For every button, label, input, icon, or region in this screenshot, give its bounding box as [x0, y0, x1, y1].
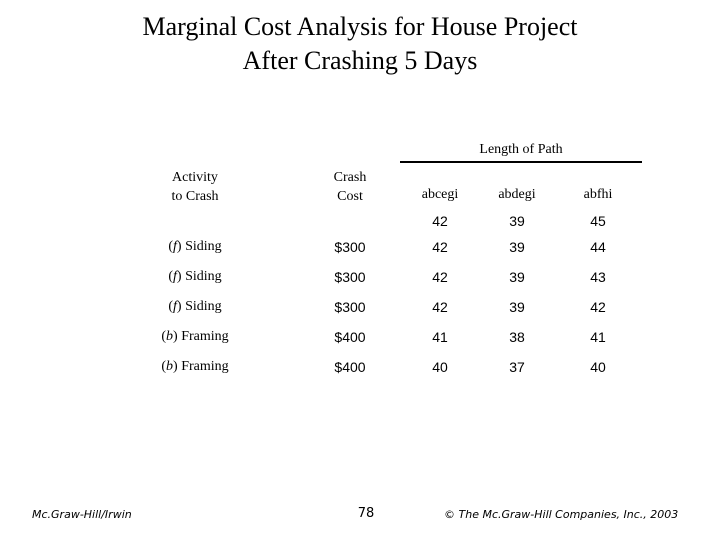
activity-name: Framing — [181, 329, 229, 344]
activity-code: f — [173, 269, 177, 284]
path-length-cell-abdegi: 39 — [509, 269, 525, 285]
table-row — [0, 298, 720, 316]
activity-cell: (f) Siding — [168, 269, 222, 284]
activity-column-header — [140, 168, 250, 206]
path-length-cell-abdegi: 39 — [509, 239, 525, 255]
baseline-cell-abcegi: 42 — [432, 213, 448, 229]
path-header-abdegi: abdegi — [498, 187, 536, 202]
copyright-footer: © The Mc.Graw-Hill Companies, Inc., 2003 — [444, 508, 679, 521]
activity-header-line-1: Activity — [172, 170, 218, 185]
length-of-path-rule — [400, 161, 642, 163]
crash-cost-cell: $300 — [334, 269, 366, 285]
crash-cost-cell: $400 — [334, 359, 366, 375]
activity-name: Siding — [185, 269, 222, 284]
path-length-cell-abfhi: 44 — [590, 239, 606, 255]
crash-cost-header-line-2: Cost — [337, 189, 363, 204]
path-length-cell-abcegi: 42 — [432, 299, 448, 315]
activity-cell: (b) Framing — [161, 359, 229, 374]
activity-name: Siding — [185, 239, 222, 254]
slide-title-line-1: Marginal Cost Analysis for House Project — [142, 12, 578, 41]
path-length-cell-abcegi: 40 — [432, 359, 448, 375]
baseline-cell-abfhi: 45 — [590, 213, 606, 229]
table-row — [0, 328, 720, 346]
path-length-cell-abcegi: 41 — [432, 329, 448, 345]
length-of-path-header: Length of Path — [479, 142, 563, 157]
table-row — [0, 268, 720, 286]
path-length-cell-abfhi: 40 — [590, 359, 606, 375]
path-length-cell-abfhi: 43 — [590, 269, 606, 285]
activity-cell: (b) Framing — [161, 329, 229, 344]
table-row — [0, 238, 720, 256]
path-length-cell-abcegi: 42 — [432, 269, 448, 285]
activity-name: Siding — [185, 299, 222, 314]
path-length-cell-abdegi: 39 — [509, 299, 525, 315]
activity-cell: (f) Siding — [168, 239, 222, 254]
activity-header-line-2: to Crash — [171, 189, 219, 204]
table-row — [0, 358, 720, 376]
activity-code: f — [173, 239, 177, 254]
crash-cost-cell: $300 — [334, 299, 366, 315]
baseline-cell-abdegi: 39 — [509, 213, 525, 229]
activity-cell: (f) Siding — [168, 299, 222, 314]
activity-code: b — [166, 359, 174, 374]
publisher-footer: Mc.Graw-Hill/Irwin — [32, 508, 132, 521]
path-header-abfhi: abfhi — [583, 187, 613, 202]
path-length-cell-abdegi: 38 — [509, 329, 525, 345]
activity-name: Framing — [181, 359, 229, 374]
activity-code: f — [173, 299, 177, 314]
crash-cost-column-header — [310, 168, 390, 206]
crash-cost-header-line-1: Crash — [333, 170, 367, 185]
path-length-cell-abdegi: 37 — [509, 359, 525, 375]
crash-cost-cell: $400 — [334, 329, 366, 345]
activity-code: b — [166, 329, 174, 344]
path-header-abcegi: abcegi — [421, 187, 459, 202]
page-number: 78 — [357, 506, 375, 521]
path-length-cell-abfhi: 42 — [590, 299, 606, 315]
crash-cost-cell: $300 — [334, 239, 366, 255]
path-length-cell-abcegi: 42 — [432, 239, 448, 255]
slide-title-line-2: After Crashing 5 Days — [242, 46, 478, 75]
path-length-cell-abfhi: 41 — [590, 329, 606, 345]
